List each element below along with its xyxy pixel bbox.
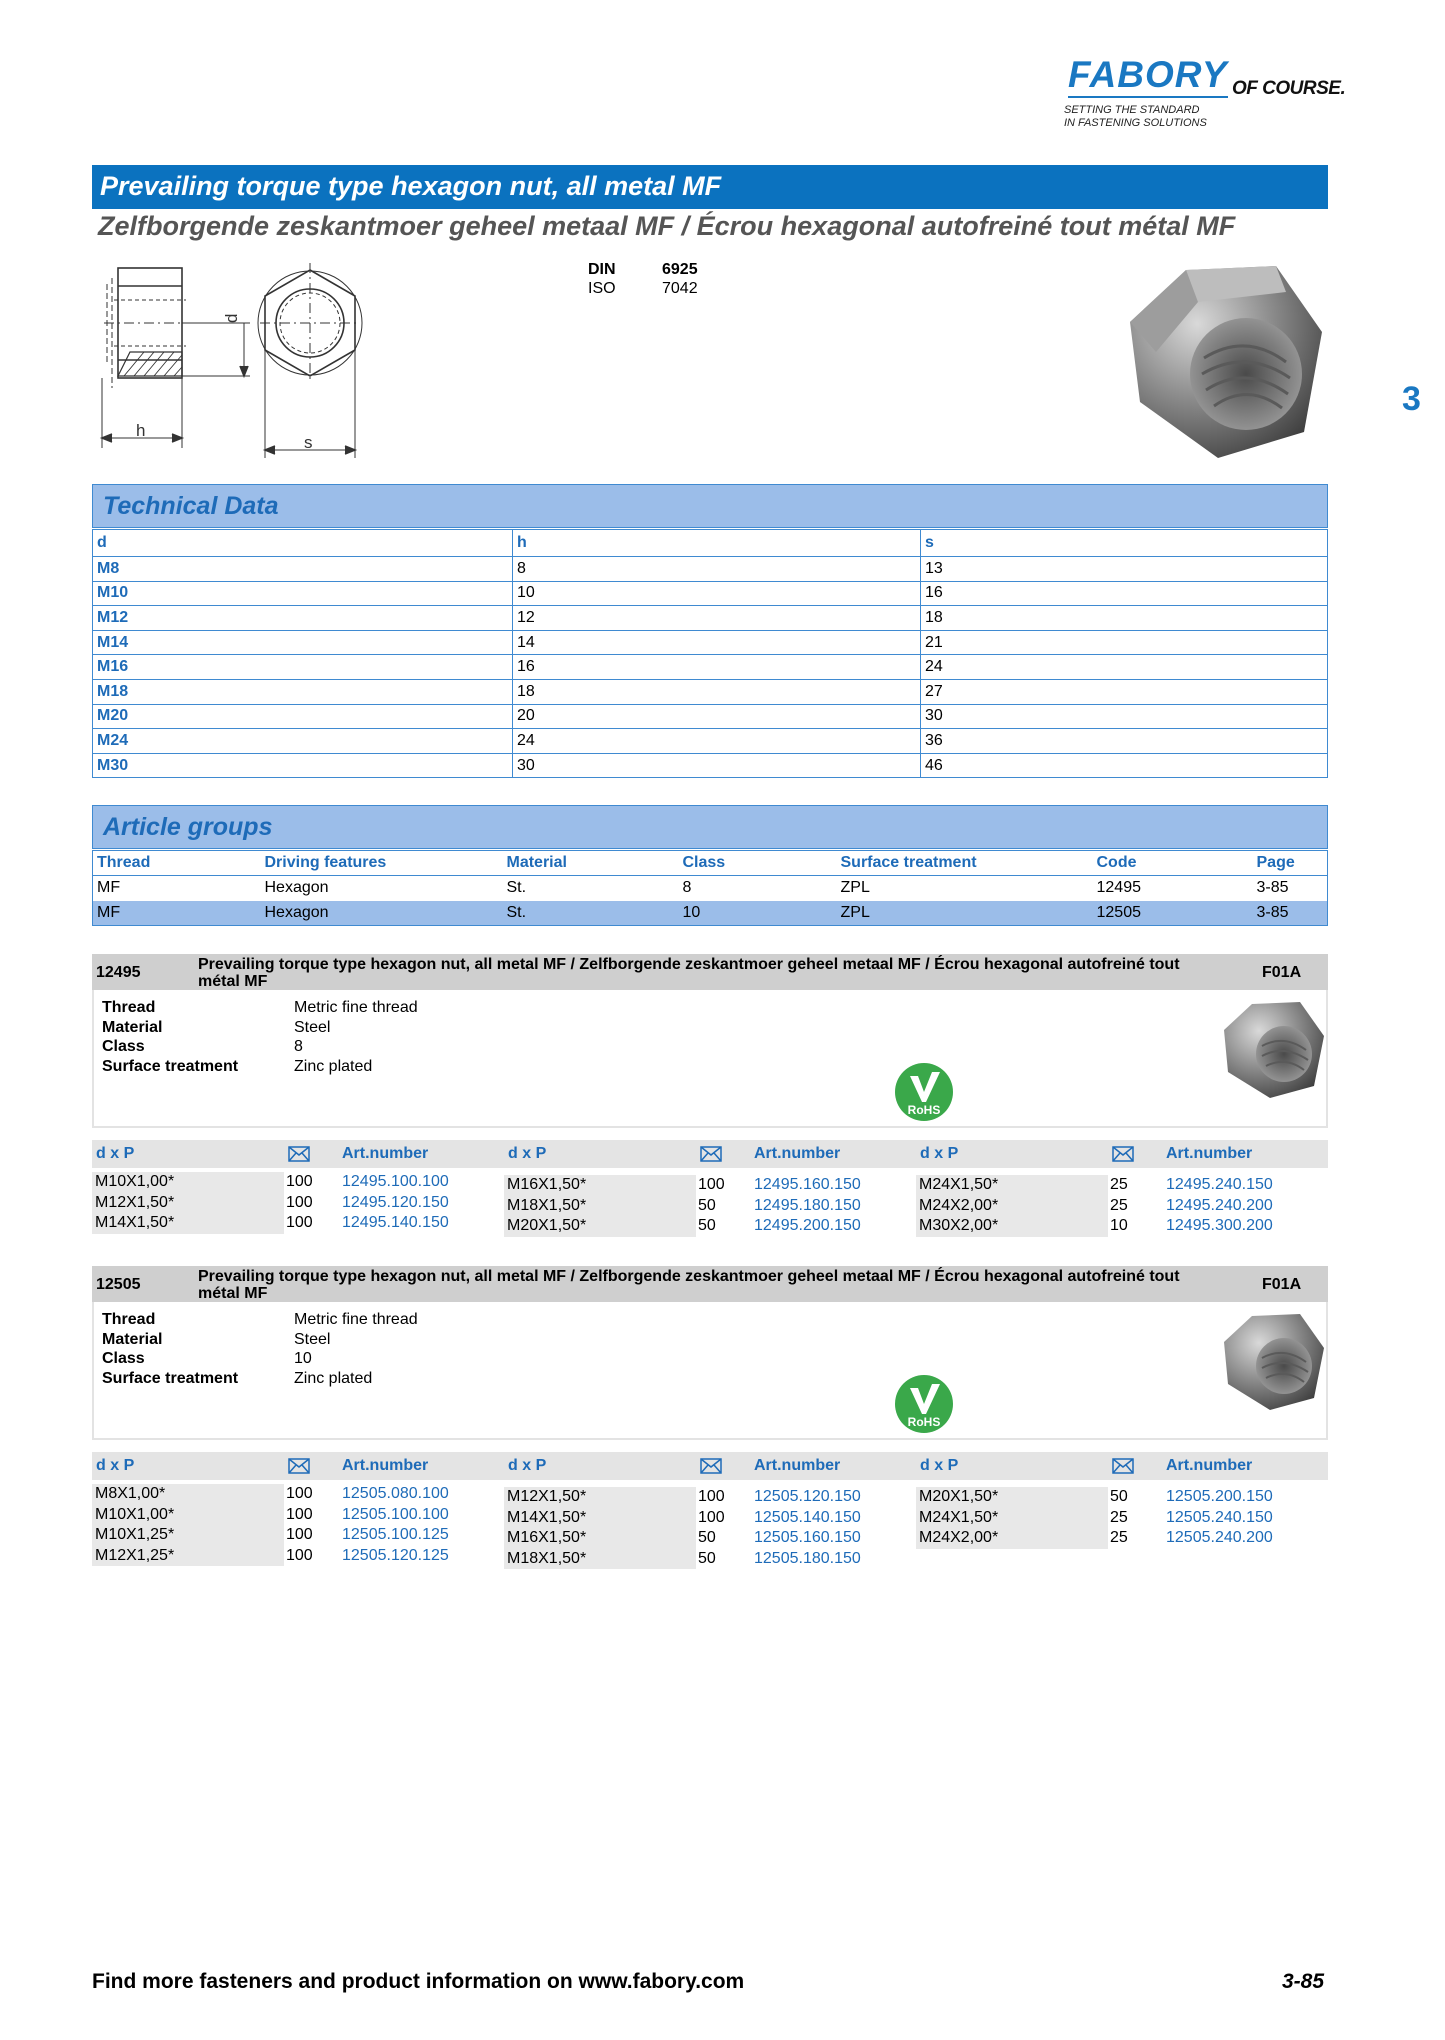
cell-s: 46 [921,753,1328,778]
table-row [93,630,1328,655]
item-article-number[interactable]: 12505.100.100 [342,1505,449,1523]
technical-drawing [92,258,472,468]
item-quantity: 50 [698,1217,716,1235]
property-label: Material [102,1330,163,1348]
standards-list [588,260,722,298]
technical-data-heading: Technical Data [92,484,1328,528]
hex-nut-thumbnail [1222,1312,1326,1412]
item-size: M24X2,00* [916,1196,1108,1217]
cell-d: M14 [93,630,513,655]
dimension-s-label: s [304,433,313,452]
hex-nut-thumbnail [1222,1000,1326,1100]
cell-s: 21 [921,630,1328,655]
item-quantity: 50 [1110,1488,1128,1505]
item-size: M24X1,50* [916,1175,1108,1196]
dimension-d-label: d [222,313,241,323]
item-quantity: 50 [698,1549,716,1567]
table-row[interactable] [93,876,1328,901]
table-row [93,581,1328,606]
cell-class: 10 [679,901,837,926]
item-article-number[interactable]: 12505.240.200 [1166,1529,1273,1547]
item-size: M12X1,50* [92,1193,284,1214]
item-row[interactable] [504,1175,916,1196]
group-description: Prevailing torque type hexagon nut, all metal MF / Zelfborgende zeskantmoer geheel metaal MF / Écrou hexagonal autofreiné tout métal MF [198,1268,1180,1302]
column-header-thread: Thread [93,851,261,876]
item-article-number[interactable]: 12505.100.125 [342,1526,449,1544]
property-label: Class [102,1350,145,1367]
column-header-art: Art.number [1166,1457,1253,1474]
standard-name: DIN [588,261,616,278]
table-row[interactable] [93,901,1328,926]
item-row[interactable] [504,1216,916,1237]
column-header-dxp: d x P [920,1457,959,1474]
cell-d: M16 [93,655,513,680]
cell-d: M24 [93,729,513,754]
item-quantity: 100 [286,1505,313,1523]
package-quantity-icon [288,1458,310,1474]
column-header-dxp: d x P [920,1145,959,1162]
items-column [92,1484,504,1566]
item-quantity: 100 [286,1214,313,1232]
item-quantity: 100 [286,1546,313,1564]
column-header-d: d [93,530,513,557]
cell-page: 3-85 [1256,879,1289,897]
brand-name: FABORY [1068,54,1228,95]
article-group-header [92,954,1328,990]
table-row [93,655,1328,680]
item-quantity: 100 [286,1173,313,1190]
item-article-number[interactable]: 12505.160.150 [754,1529,861,1547]
items-header [92,1140,1328,1168]
cell-h: 24 [513,729,921,754]
items-header [92,1452,1328,1480]
items-column [504,1175,916,1237]
cell-d: M10 [93,581,513,606]
page-number: 3-85 [1282,1970,1325,1993]
item-row[interactable] [504,1487,916,1508]
item-row[interactable] [916,1528,1328,1549]
brand-slogan: OF COURSE. [1232,78,1346,99]
article-groups-table [92,850,1328,926]
item-size: M8X1,00* [92,1484,284,1505]
property-row [102,1369,418,1389]
hex-nut-photo [1126,262,1326,462]
column-header-art: Art.number [754,1145,841,1162]
cell-d: M8 [93,557,513,582]
column-header-art: Art.number [1166,1145,1253,1162]
item-article-number[interactable]: 12495.100.100 [342,1173,449,1190]
package-quantity-icon [700,1146,722,1162]
item-quantity: 50 [698,1196,716,1214]
item-quantity: 100 [286,1193,313,1211]
column-header-art: Art.number [342,1457,429,1474]
item-quantity: 25 [1110,1508,1128,1526]
cell-surface: ZPL [840,879,870,897]
item-row[interactable] [92,1193,504,1214]
item-article-number[interactable]: 12495.200.150 [754,1217,861,1235]
property-label: Thread [102,1311,156,1328]
property-value: Zinc plated [294,1057,373,1075]
item-row[interactable] [92,1546,504,1567]
cell-class: 8 [682,879,692,897]
table-row [93,679,1328,704]
item-article-number[interactable]: 12495.120.150 [342,1193,449,1211]
column-header-surface: Surface treatment [837,851,1093,876]
item-article-number[interactable]: 12495.140.150 [342,1214,449,1232]
standard-value: 7042 [662,280,698,297]
item-size: M18X1,50* [504,1549,696,1570]
item-quantity: 25 [1110,1176,1128,1193]
standard-din [588,260,722,279]
item-quantity: 25 [1110,1529,1128,1547]
rohs-label: RoHS [907,1415,941,1429]
package-quantity-icon [1112,1146,1134,1162]
property-value: 10 [294,1350,312,1367]
item-row[interactable] [916,1508,1328,1529]
item-size: M16X1,50* [504,1528,696,1549]
item-article-number[interactable]: 12505.200.150 [1166,1488,1273,1505]
property-list [102,1310,418,1388]
property-label: Surface treatment [102,1057,239,1075]
cell-h: 16 [513,655,921,680]
package-quantity-icon [1112,1458,1134,1474]
item-row[interactable] [92,1505,504,1526]
property-row [102,1310,418,1330]
item-quantity: 100 [286,1485,313,1502]
property-label: Thread [102,999,156,1016]
item-size: M20X1,50* [504,1216,696,1237]
table-row [93,606,1328,631]
group-code: 12495 [96,964,141,981]
cell-s: 27 [921,679,1328,704]
column-header-code: Code [1093,851,1253,876]
table-row [93,557,1328,582]
group-properties [92,1302,1328,1440]
property-row [102,998,418,1018]
item-quantity: 100 [698,1176,725,1193]
column-header-dxp: d x P [96,1145,135,1162]
cell-page: 3-85 [1253,901,1328,926]
column-header-page: Page [1253,851,1328,876]
cell-s: 13 [921,557,1328,582]
item-row[interactable] [504,1549,916,1570]
item-row[interactable] [92,1172,504,1193]
property-row [102,1330,418,1350]
column-header-art: Art.number [754,1457,841,1474]
item-article-number[interactable]: 12505.140.150 [754,1508,861,1526]
item-row[interactable] [916,1487,1328,1508]
item-row[interactable] [92,1213,504,1234]
item-row[interactable] [92,1484,504,1505]
item-row[interactable] [92,1525,504,1546]
property-label: Surface treatment [102,1369,239,1387]
page-title: Prevailing torque type hexagon nut, all metal MF [92,165,1328,209]
page-subtitle: Zelfborgende zeskantmoer geheel metaal MF / Écrou hexagonal autofreiné tout métal MF [98,211,1236,241]
items-column [916,1175,1328,1237]
item-size: M12X1,50* [504,1487,696,1508]
item-size: M14X1,50* [504,1508,696,1529]
package-quantity-icon [700,1458,722,1474]
property-value: Metric fine thread [294,999,418,1016]
technical-data-table [92,529,1328,778]
item-quantity: 25 [1110,1196,1128,1214]
cell-material: St. [506,879,527,897]
cell-material: St. [503,901,679,926]
items-column [92,1172,504,1234]
group-code: 12505 [96,1276,141,1293]
item-size: M10X1,00* [92,1172,284,1193]
item-size: M18X1,50* [504,1196,696,1217]
item-size: M24X2,00* [916,1528,1108,1549]
property-value: 8 [294,1038,303,1055]
rohs-icon [894,1374,954,1434]
item-quantity: 50 [698,1529,716,1547]
standard-value: 6925 [662,261,698,278]
cell-h: 10 [513,581,921,606]
item-article-number[interactable]: 12505.120.125 [342,1546,449,1564]
column-header-dxp: d x P [508,1457,547,1474]
item-article-number[interactable]: 12495.180.150 [754,1196,861,1214]
item-article-number[interactable]: 12495.160.150 [754,1176,861,1193]
item-quantity: 100 [698,1508,725,1526]
group-ref: F01A [1262,964,1302,981]
item-size: M20X1,50* [916,1487,1108,1508]
property-value: Metric fine thread [294,1311,418,1328]
property-label: Class [102,1038,145,1055]
group-description: Prevailing torque type hexagon nut, all metal MF / Zelfborgende zeskantmoer geheel metaal MF / Écrou hexagonal autofreiné tout métal MF [198,956,1180,990]
item-size: M16X1,50* [504,1175,696,1196]
cell-code: 12495 [1096,879,1141,897]
brand-tagline-2: IN FASTENING SOLUTIONS [1064,117,1207,129]
cell-thread: MF [93,901,261,926]
table-row [93,729,1328,754]
cell-thread: MF [97,879,121,897]
article-group-header [92,1266,1328,1302]
fabory-logo [1062,54,1352,134]
item-row[interactable] [916,1196,1328,1217]
cell-h: 20 [513,704,921,729]
item-article-number[interactable]: 12495.240.200 [1166,1196,1273,1214]
cell-h: 14 [513,630,921,655]
column-header-s: s [921,530,1328,557]
footer-text: Find more fasteners and product information on www.fabory.com [92,1970,745,1993]
rohs-label: RoHS [907,1103,941,1117]
column-header-driving: Driving features [261,851,503,876]
property-value: Steel [294,1018,331,1036]
property-row [102,1018,418,1038]
item-row[interactable] [504,1528,916,1549]
item-article-number[interactable]: 12495.300.200 [1166,1217,1273,1235]
property-row [102,1057,418,1077]
package-quantity-icon [288,1146,310,1162]
column-header-h: h [513,530,921,557]
items-column [916,1487,1328,1549]
dimension-h-label: h [136,421,146,440]
item-article-number[interactable]: 12505.080.100 [342,1485,449,1502]
property-label: Material [102,1018,163,1036]
table-header-row [93,530,1328,557]
item-row[interactable] [504,1196,916,1217]
cell-code: 12505 [1093,901,1253,926]
item-article-number[interactable]: 12505.120.150 [754,1488,861,1505]
table-row [93,753,1328,778]
group-ref: F01A [1262,1276,1302,1293]
item-size: M10X1,00* [92,1505,284,1526]
standard-iso [588,279,722,298]
cell-h: 8 [513,557,921,582]
item-article-number[interactable]: 12505.180.150 [754,1549,861,1567]
item-size: M24X1,50* [916,1508,1108,1529]
item-article-number[interactable]: 12505.240.150 [1166,1508,1273,1526]
item-size: M12X1,25* [92,1546,284,1567]
standard-name: ISO [588,280,616,297]
cell-s: 18 [921,606,1328,631]
item-size: M30X2,00* [916,1216,1108,1237]
column-header-dxp: d x P [96,1457,135,1474]
brand-tagline-1: SETTING THE STANDARD [1064,104,1200,116]
property-list [102,998,418,1076]
table-header-row [93,851,1328,876]
item-row[interactable] [916,1216,1328,1237]
item-quantity: 100 [286,1526,313,1544]
cell-driving: Hexagon [264,879,329,897]
items-column [504,1487,916,1569]
cell-s: 36 [921,729,1328,754]
cell-h: 12 [513,606,921,631]
column-header-material: Material [503,851,679,876]
item-quantity: 10 [1110,1217,1128,1235]
cell-driving: Hexagon [261,901,503,926]
cell-s: 24 [921,655,1328,680]
group-properties [92,990,1328,1128]
logo-underline [1068,96,1228,98]
cell-s: 30 [921,704,1328,729]
item-row[interactable] [916,1175,1328,1196]
property-value: Steel [294,1330,331,1348]
cell-h: 30 [513,753,921,778]
property-row [102,1349,418,1369]
cell-d: M18 [93,679,513,704]
cell-surface: ZPL [837,901,1093,926]
cell-s: 16 [921,581,1328,606]
item-quantity: 100 [698,1488,725,1505]
column-header-dxp: d x P [508,1145,547,1162]
column-header-art: Art.number [342,1145,429,1162]
column-header-class: Class [679,851,837,876]
property-row [102,1037,418,1057]
rohs-icon [894,1062,954,1122]
article-groups-heading: Article groups [92,805,1328,849]
cell-d: M20 [93,704,513,729]
cell-d: M12 [93,606,513,631]
cell-h: 18 [513,679,921,704]
item-article-number[interactable]: 12495.240.150 [1166,1176,1273,1193]
chapter-number: 3 [1402,380,1421,418]
property-value: Zinc plated [294,1369,373,1387]
table-row [93,704,1328,729]
cell-d: M30 [93,753,513,778]
item-size: M14X1,50* [92,1213,284,1234]
item-size: M10X1,25* [92,1525,284,1546]
item-row[interactable] [504,1508,916,1529]
